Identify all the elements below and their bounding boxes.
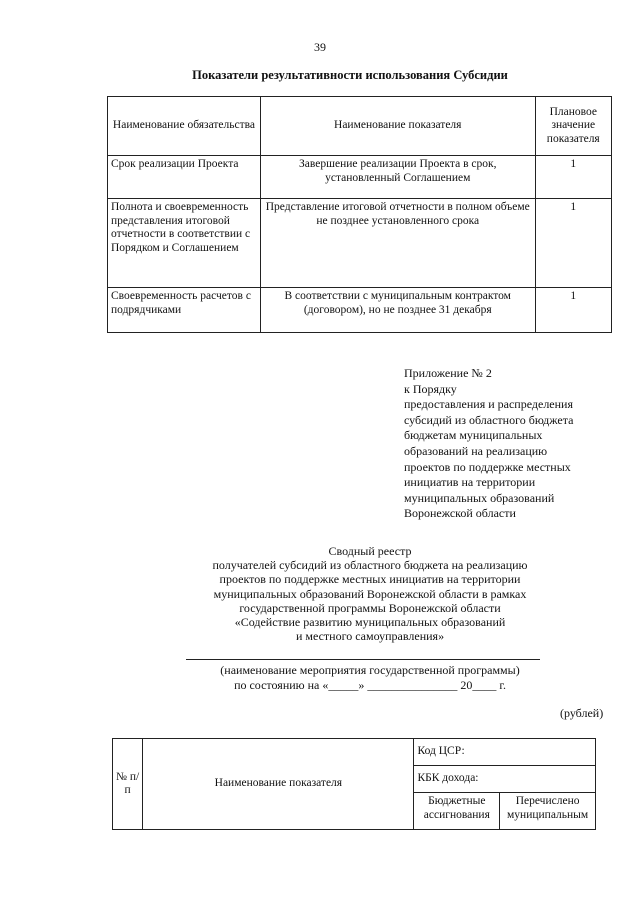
- obligation-cell: Срок реализации Проекта: [108, 156, 261, 199]
- appendix-line: бюджетам муниципальных: [404, 428, 543, 443]
- units-label: (рублей): [560, 706, 604, 720]
- appendix-line: Приложение № 2: [404, 366, 492, 380]
- obligation-cell: Полнота и своевременность представления итоговой отчетности в соответствии с Порядком и Соглашением: [108, 199, 261, 288]
- table-header-row: [108, 97, 612, 156]
- registry-line: и местного самоуправления»: [295, 629, 445, 644]
- column-header-indicator: Наименование показателя: [260, 97, 535, 156]
- value-cell: 1: [535, 199, 611, 288]
- table-row: [108, 288, 612, 333]
- appendix-line: муниципальных образований: [404, 490, 555, 505]
- registry-line: получателей субсидий из областного бюджета на реализацию: [212, 558, 528, 573]
- indicator-cell: В соответствии с муниципальным контрактом (договором), но не позднее 31 декабря: [260, 288, 535, 333]
- measure-caption-block: [150, 663, 590, 692]
- measure-caption: (наименование мероприятия государственной программы): [220, 663, 520, 677]
- registry-line: муниципальных образований Воронежской области в рамках: [213, 586, 527, 601]
- appendix-block: [404, 366, 624, 522]
- value-cell: 1: [535, 288, 611, 333]
- as-of-date-line: по состоянию на «_____» _______________ 20____ г.: [234, 677, 506, 692]
- appendix-line: предоставления и распределения: [404, 397, 573, 412]
- code-csr-cell: Код ЦСР:: [414, 739, 596, 766]
- table-row: [108, 199, 612, 288]
- registry-line: проектов по поддержке местных инициатив на территории: [219, 572, 521, 587]
- appendix-line: инициатив на территории: [404, 475, 536, 490]
- table-row: [113, 739, 596, 766]
- registry-line: «Содействие развитию муниципальных образований: [234, 615, 506, 630]
- indicator-cell: Представление итоговой отчетности в полном объеме не позднее установленного срока: [260, 199, 535, 288]
- column-header-indicator-name: Наименование показателя: [143, 739, 414, 830]
- page-number: 39: [314, 40, 326, 54]
- column-header-transferred: Перечислено муниципальным: [500, 793, 596, 830]
- column-header-obligation: Наименование обязательства: [108, 97, 261, 156]
- indicators-title: Показатели результативности использования Субсидии: [192, 68, 508, 82]
- appendix-line: образований на реализацию: [404, 443, 548, 458]
- measure-name-underline: [186, 659, 540, 660]
- registry-table: [112, 738, 596, 830]
- registry-heading: Сводный реестр: [328, 544, 412, 558]
- indicator-cell: Завершение реализации Проекта в срок, установленный Соглашением: [260, 156, 535, 199]
- obligation-cell: Своевременность расчетов с подрядчиками: [108, 288, 261, 333]
- column-header-number: № п/п: [113, 739, 143, 830]
- appendix-line: Воронежской области: [404, 506, 516, 521]
- column-header-planned-value: Плановое значение показателя: [535, 97, 611, 156]
- kbk-cell: КБК дохода:: [414, 766, 596, 793]
- appendix-line: субсидий из областного бюджета: [404, 412, 574, 427]
- appendix-line: к Порядку: [404, 381, 457, 396]
- value-cell: 1: [535, 156, 611, 199]
- registry-line: государственной программы Воронежской области: [239, 600, 501, 615]
- column-header-budget-assignments: Бюджетные ассигнования: [414, 793, 500, 830]
- registry-title-block: [150, 544, 590, 643]
- appendix-line: проектов по поддержке местных: [404, 459, 571, 474]
- table-row: [108, 156, 612, 199]
- indicators-table: [107, 96, 612, 333]
